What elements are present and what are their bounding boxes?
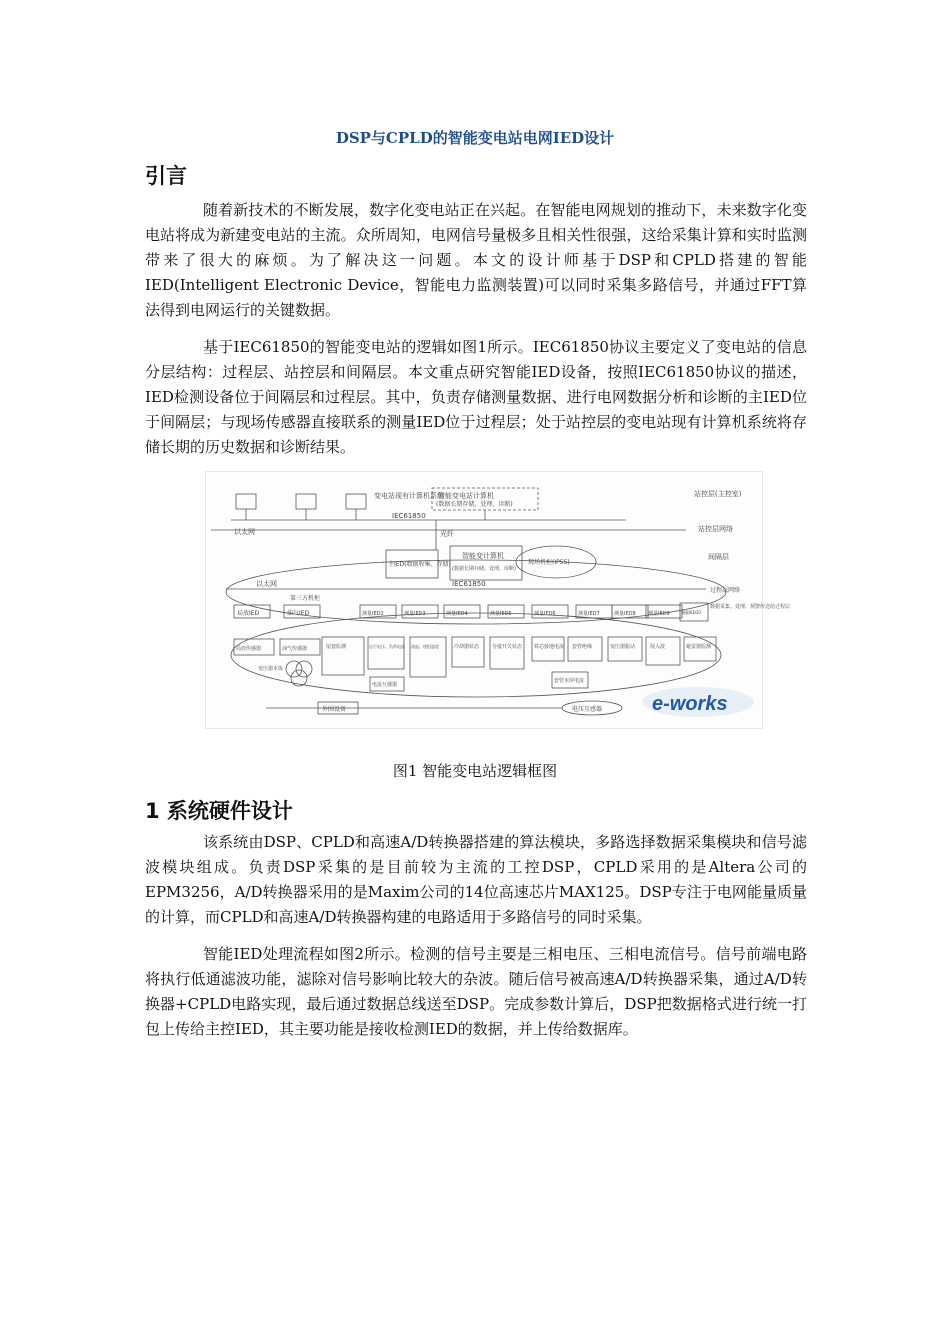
section-heading-intro: 引言: [145, 164, 187, 188]
hardware-paragraph-2: 智能IED处理流程如图2所示。检测的信号主要是三相电压、三相电流信号。信号前端电路将执行低通滤波功能，滤除对信号影响比较大的杂波。随后信号被高速A/D转换器采集，通过A/D转换器+CPLD电路实现，最后通过数据总线送至DSP。完成参数计算后，DSP把数据格式进行统一打包上传给主控IED，其主要功能是接收检测IED的数据，并上传给数据库。: [145, 945, 807, 1038]
third-party-label: 第三方机柜: [290, 595, 321, 602]
ied-label-3: 测量IED2: [362, 611, 384, 617]
ied-label-9: 测量IED8: [614, 611, 636, 617]
intro-paragraph-1: 随着新技术的不断发展，数字化变电站正在兴起。在智能电网规划的推动下，未来数字化变电站将成为新建变电站的主流。众所周知，电网信号量极多且相关性很强，这给采集计算和实时监测带来了很大的麻烦。为了解决这一问题。本文的设计师基于DSP和CPLD搭建的智能IED(Intelligent Electronic Device，智能电力监测装置)可以同时采集多路信号，并通过FFT算法得到电网运行的关键数据。: [145, 201, 807, 319]
smart-pc2-title: 智能变计算机: [462, 552, 504, 560]
smart-pc-sub: (数据长期存储、处理、诊断): [436, 501, 513, 508]
sensor-row: [234, 637, 716, 677]
process-note-label: 数据采集、处理、预警传送给过程层: [710, 604, 791, 610]
sensor-label-12: 避雷器监测: [686, 644, 712, 650]
computer-icon-3: [346, 494, 366, 509]
sensor-label-10: 变压器振动: [610, 644, 636, 650]
vt-label: 电压互感器: [572, 706, 603, 713]
ied-label-8: 测量IED7: [578, 611, 600, 617]
iec-top-label: IEC61850: [392, 512, 426, 520]
sensor-label-8: 铁芯接地电流: [534, 644, 565, 650]
logo-text: e-works: [652, 693, 728, 715]
hardware-paragraph-1: 该系统由DSP、CPLD和高速A/D转换器搭建的算法模块，多路选择数据采集模块和信号滤波模块组成。负责DSP采集的是目前较为主流的工控DSP，CPLD采用的是Altera公司的EPM3256，A/D转换器采用的是Maxim公司的14位高速芯片MAX125。DSP专注于电网能量质量的计算，而CPLD和高速A/D转换器构建的电路适用于多路信号的同时采集。: [145, 833, 807, 926]
station-level-label: 站控层(主控室): [694, 490, 742, 498]
substation-logic-diagram: [206, 472, 791, 728]
figure-1-caption: 图1 智能变电站逻辑框图: [392, 762, 558, 780]
ied-label-11: 测量IED10: [681, 610, 701, 615]
bushing-label: 套管末屏电流: [554, 678, 585, 684]
ied-label-1: 局放IED: [237, 610, 260, 617]
station-pc-label: 变电站现有计算机系统: [374, 492, 444, 500]
computer-icon-2: [296, 494, 316, 509]
ied-label-6: 测量IED5: [490, 611, 512, 617]
smart-pc-title: 智能变电站计算机: [438, 492, 494, 500]
station-network-label: 站控层网络: [698, 525, 733, 533]
intro-paragraph-2: 基于IEC61850的智能变电站的逻辑如图1所示。IEC61850协议主要定义了变电站的信息分层结构：过程层、站控层和间隔层。本文重点研究智能IED设备，按照IEC61850协议的描述，IED检测设备位于间隔层和过程层。其中，负责存储测量数据、进行电网数据分析和诊断的主IED位于间隔层；与现场传感器直接联系的测量IED位于过程层；处于站控层的变电站现有计算机系统将存储长期的历史数据和诊断结果。: [145, 338, 807, 456]
eworks-logo: [642, 687, 754, 717]
ied-label-4: 测量IED3: [404, 611, 426, 617]
sensor-label-2: 油气传感器: [282, 646, 308, 652]
sensor-label-1: 局放传感器: [236, 646, 262, 652]
figure-1-diagram: [205, 471, 791, 729]
sensor-label-11: 侵入波: [650, 644, 666, 650]
bay-level-label: 间隔层: [708, 553, 729, 561]
sensor-label-7: 分接开关状态: [492, 644, 523, 650]
ied-label-10: 测量IED9: [648, 611, 670, 617]
sensor-label-3: 尾套监测: [326, 644, 347, 650]
sensor-label-6: 冷却器状态: [454, 644, 480, 650]
ethernet-mid-label: 以太网: [256, 580, 277, 588]
field-cabinet-label: 现场机柜(IP55): [528, 559, 570, 566]
sensor-label-4: 运行电压、负荷电流: [369, 644, 405, 649]
iec-mid-label: IEC61850: [452, 580, 486, 588]
ied-label-5: 测量IED4: [446, 611, 468, 617]
ied-label-7: 测量IED6: [534, 611, 556, 617]
transformer-label: 变压器本体: [258, 666, 284, 672]
main-ied-label: 主IED(数据收集、存储): [388, 561, 451, 568]
ethernet-top-label: 以太网: [234, 528, 255, 536]
document-title: DSP与CPLD的智能变电站电网IED设计: [335, 129, 615, 147]
fiber-label: 光纤: [440, 530, 454, 538]
sensor-label-9: 套管绝缘: [572, 644, 593, 650]
sensor-label-5: 油温、绕组温度: [411, 644, 439, 649]
smart-pc2-sub: (数据长期存储、处理、诊断): [452, 566, 516, 572]
computer-icon-1: [236, 494, 256, 509]
ct-label: 电流互感器: [372, 682, 398, 688]
section-heading-hardware: 1 系统硬件设计: [145, 799, 293, 823]
external-label: 外围设备: [322, 706, 347, 713]
process-network-label: 过程层网络: [710, 587, 741, 594]
ied-label-2: 油气IED: [287, 610, 310, 617]
